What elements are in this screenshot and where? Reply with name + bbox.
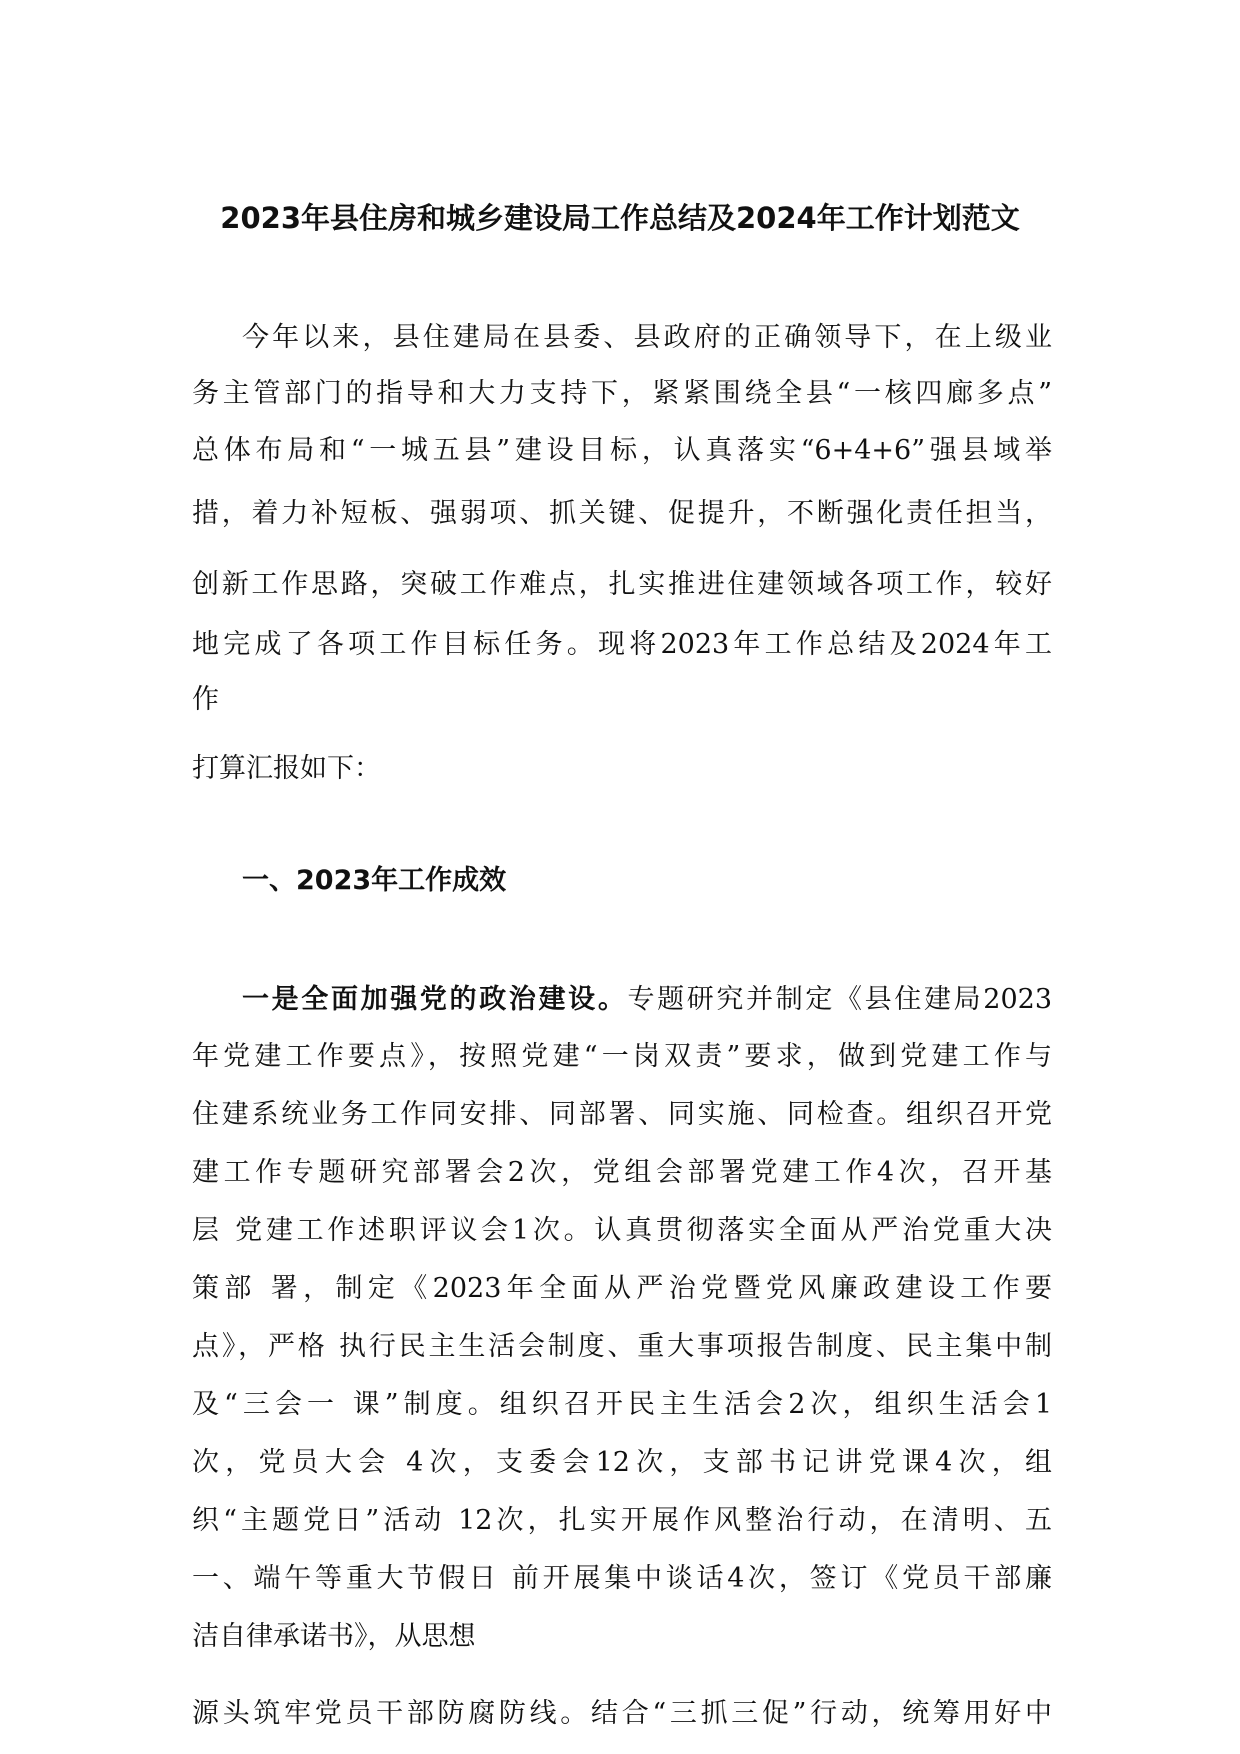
para1-line-12: 洁自律承诺书》，从思想 [192,1621,476,1652]
para1-line-11: 一、端午等重大节假日 前开展集中谈话4次，签订《党员干部廉 [192,1563,1052,1594]
para1-line-2: 年党建工作要点》，按照党建“一岗双责”要求，做到党建工作与 [192,1041,1052,1072]
intro-line-4: 措，着力补短板、强弱项、抓关键、促提升，不断强化责任担当， [192,498,1052,529]
para1-line-8: 及“三会一 课”制度。组织召开民主生活会2次，组织生活会1 [192,1389,1052,1420]
document-title: 2023年县住房和城乡建设局工作总结及2024年工作计划范文 [220,201,1020,235]
para1-line-1-rest: 专题研究并制定《县住建局2023 [627,984,1052,1015]
intro-line-2: 务主管部门的指导和大力支持下，紧紧围绕全县“一核四廊多点” [192,378,1052,409]
intro-line-7: 作 [192,684,219,715]
para1-line-9: 次，党员大会 4次，支委会12次，支部书记讲党课4次，组 [192,1447,1052,1478]
intro-line-8: 打算汇报如下： [192,753,381,784]
para1-line-10: 织“主题党日”活动 12次，扎实开展作风整治行动，在清明、五 [192,1505,1052,1536]
para1-line-3: 住建系统业务工作同安排、同部署、同实施、同检查。组织召开党 [192,1099,1052,1130]
intro-line-3: 总体布局和“一城五县”建设目标，认真落实“6+4+6”强县域举 [192,435,1052,466]
para1-line-7: 点》，严格 执行民主生活会制度、重大事项报告制度、民主集中制 [192,1331,1052,1362]
intro-line-1: 今年以来，县住建局在县委、县政府的正确领导下，在上级业 [242,322,1052,353]
para1-line-4: 建工作专题研究部署会2次，党组会部署党建工作4次，召开基 [192,1157,1052,1188]
para1-line-5: 层 党建工作述职评议会1次。认真贯彻落实全面从严治党重大决 [192,1215,1052,1246]
section-heading: 一、2023年工作成效 [242,865,507,896]
intro-line-5: 创新工作思路，突破工作难点，扎实推进住建领域各项工作，较好 [192,569,1052,600]
para1-line-13: 源头筑牢党员干部防腐防线。结合“三抓三促”行动，统筹用好中 [192,1698,1052,1729]
para1-lead: 一是全面加强党的政治建设。 [242,984,628,1015]
para1-line-1 [242,980,1052,1020]
para1-line-6: 策部 署，制定《2023年全面从严治党暨党风廉政建设工作要 [192,1273,1052,1304]
intro-line-6: 地完成了各项工作目标任务。现将2023年工作总结及2024年工 [192,629,1052,660]
